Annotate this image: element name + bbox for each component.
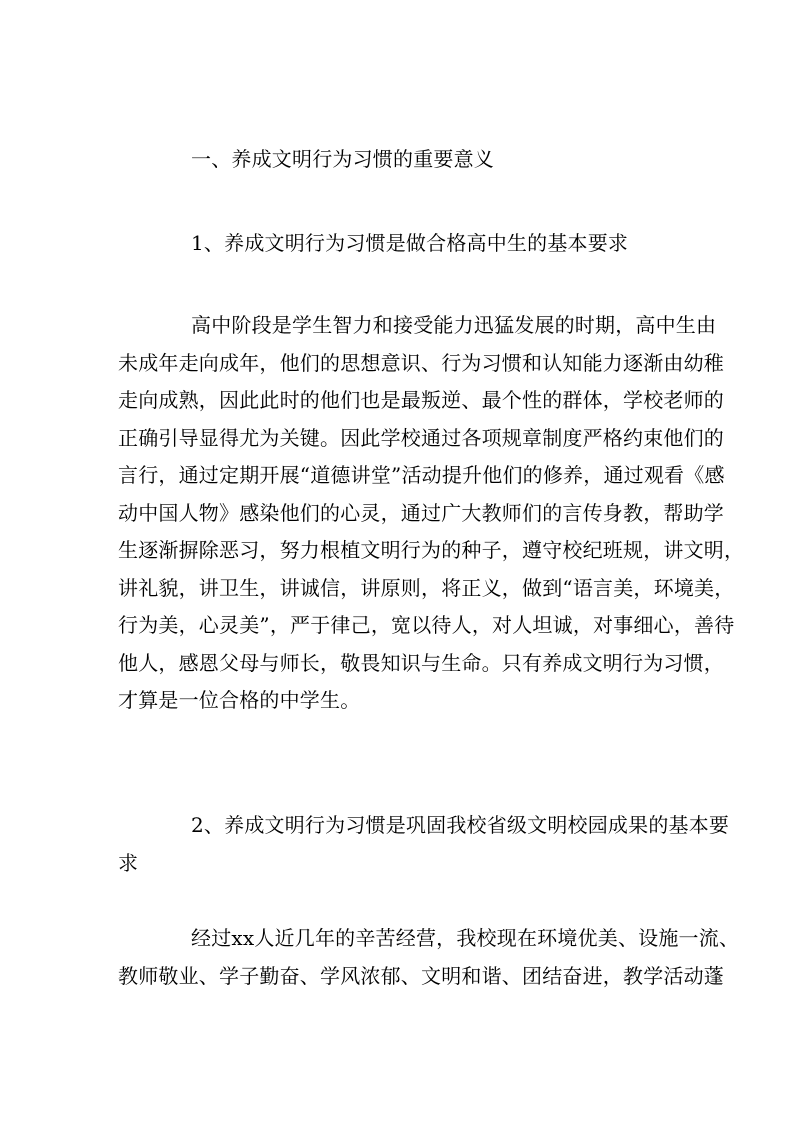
section-heading: 一、养成文明行为习惯的重要意义: [191, 147, 494, 171]
paragraph-line: 他人，感恩父母与师长，敬畏知识与生命。只有养成文明行为习惯，: [118, 650, 724, 675]
paragraph-2: [118, 920, 740, 995]
paragraph-line: 高中阶段是学生智力和接受能力迅猛发展的时期，高中生由: [191, 313, 717, 337]
paragraph-line: 才算是一位合格的中学生。: [118, 688, 361, 712]
heading-line: 求: [118, 850, 139, 875]
heading-line: 2、养成文明行为习惯是巩固我校省级文明校园成果的基本要: [191, 813, 730, 837]
paragraph-line: 经过xx人近几年的辛苦经营，我校现在环境优美、设施一流、: [191, 926, 740, 950]
paragraph-line: 动中国人物》感染他们的心灵，通过广大教师们的言传身教，帮助学: [118, 500, 724, 525]
paragraph-line: 讲礼貌，讲卫生，讲诚信，讲原则，将正义，做到“语言美，环境美，: [118, 575, 735, 600]
paragraph-line: 言行，通过定期开展“道德讲堂”活动提升他们的修养，通过观看《感: [118, 463, 725, 487]
point-2-heading: [118, 807, 730, 882]
paragraph-line: 走向成熟，因此此时的他们也是最叛逆、最个性的群体，学校老师的: [118, 388, 724, 412]
paragraph-line: 未成年走向成年，他们的思想意识、行为习惯和认知能力逐渐由幼稚: [118, 350, 724, 375]
point-1-heading: 1、养成文明行为习惯是做合格高中生的基本要求: [191, 231, 629, 255]
paragraph-line: 正确引导显得尤为关键。因此学校通过各项规章制度严格约束他们的: [118, 425, 724, 450]
paragraph-line: 行为美，心灵美”，严于律己，宽以待人，对人坦诚，对事细心，善待: [118, 613, 735, 637]
paragraph-line: 生逐渐摒除恶习，努力根植文明行为的种子，遵守校纪班规，讲文明，: [118, 538, 745, 562]
paragraph-1: [118, 307, 745, 720]
paragraph-line: 教师敬业、学子勤奋、学风浓郁、文明和谐、团结奋进，教学活动蓬: [118, 963, 724, 988]
